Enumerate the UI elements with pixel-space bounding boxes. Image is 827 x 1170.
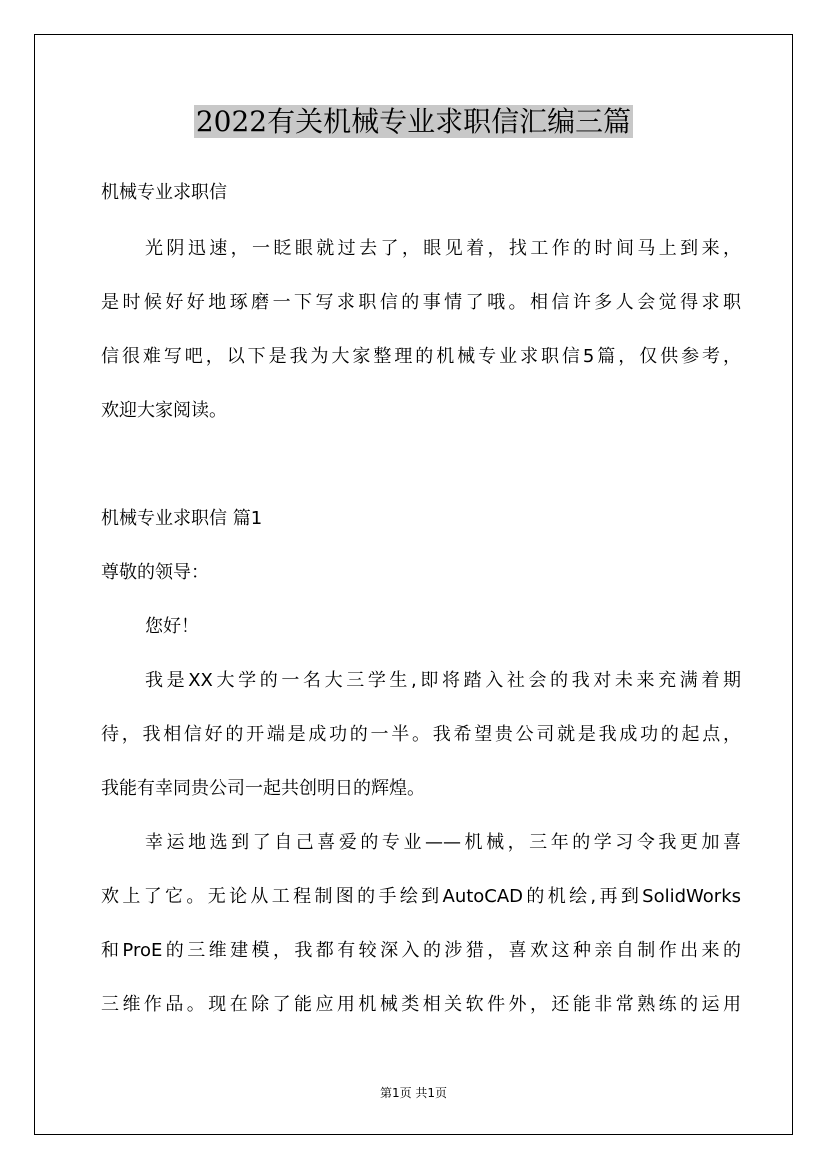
salutation: 尊敬的领导： bbox=[101, 562, 209, 583]
intro-line-4: 欢迎大家阅读。 bbox=[101, 400, 227, 421]
paragraph1-line-3: 我能有幸同贵公司一起共创明日的辉煌。 bbox=[101, 778, 425, 799]
intro-line-3: 信很难写吧，以下是我为大家整理的机械专业求职信5篇，仅供参考， bbox=[101, 346, 741, 367]
document-title-text: 2022有关机械专业求职信汇编三篇 bbox=[195, 105, 632, 138]
paragraph2-line-3: 和ProE的三维建模，我都有较深入的涉猎，喜欢这种亲自制作出来的 bbox=[101, 940, 741, 961]
paragraph2-line-4: 三维作品。现在除了能应用机械类相关软件外，还能非常熟练的运用 bbox=[101, 994, 741, 1015]
intro-line-2: 是时候好好地琢磨一下写求职信的事情了哦。相信许多人会觉得求职 bbox=[101, 292, 741, 313]
letter-heading: 机械专业求职信 篇1 bbox=[101, 508, 263, 529]
paragraph2-line-2: 欢上了它。无论从工程制图的手绘到AutoCAD的机绘,再到SolidWorks bbox=[101, 886, 741, 907]
paragraph1-line-1: 我是XX大学的一名大三学生,即将踏入社会的我对未来充满着期 bbox=[145, 670, 741, 691]
page-footer: 第1页 共1页 bbox=[379, 1086, 448, 1100]
greeting: 您好！ bbox=[145, 616, 199, 637]
section-heading: 机械专业求职信 bbox=[101, 182, 227, 203]
paragraph1-line-2: 待，我相信好的开端是成功的一半。我希望贵公司就是我成功的起点， bbox=[101, 724, 741, 745]
document-title bbox=[0, 100, 827, 144]
intro-line-1: 光阴迅速，一眨眼就过去了，眼见着，找工作的时间马上到来， bbox=[145, 238, 741, 259]
paragraph2-line-1: 幸运地选到了自己喜爱的专业——机械，三年的学习令我更加喜 bbox=[145, 832, 741, 853]
